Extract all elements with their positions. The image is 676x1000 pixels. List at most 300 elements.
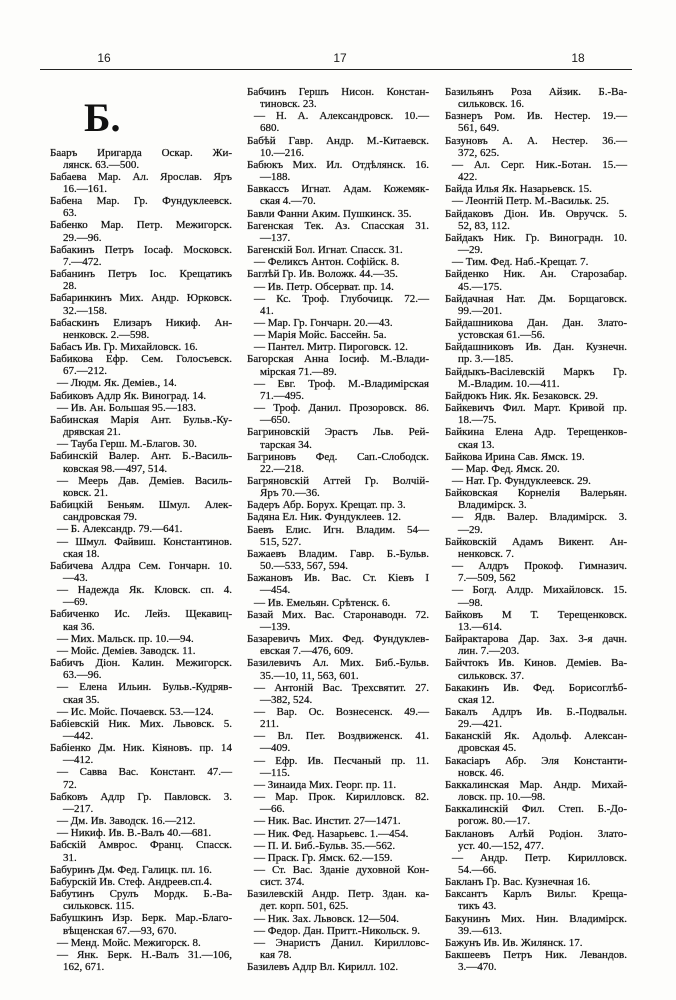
entry-line: 29.—96. [63,231,102,244]
entry-line: лин. 7.—203. [458,645,520,658]
directory-entry [50,536,232,560]
directory-entry [247,779,429,791]
directory-entry [50,742,232,766]
entry-line: сандровская 79. [63,511,138,524]
directory-entry [247,208,429,220]
directory-entry [50,244,232,268]
directory-entry [445,755,627,779]
entry-line: ловск. пр. 10.—98. [458,791,546,804]
entry-line: Бабанинъ Петръ Іос. Крещатикъ [50,268,232,281]
directory-entry [445,682,627,706]
entry-line: ковск. 21. [63,486,108,499]
entry-line: 32.—158. [63,304,107,317]
entry-line: ская 13. [458,438,495,451]
entry-line: — Тим. Фед. Наб.-Крещат. 7. [452,256,589,269]
directory-entry [445,208,627,232]
entry-line: 7.—509, 562 [458,572,516,585]
entry-line: — Шмул. Файвиш. Константинов. [57,535,232,548]
entry-line: —650. [260,414,291,427]
entry-line: 372, 625. [458,146,500,159]
entry-line: Багряновскій Аттей Гр. Волчій- [247,475,429,487]
directory-entry [50,718,232,742]
directory-entry [50,937,232,949]
directory-entry [50,499,232,523]
entry-line: —115. [260,766,290,779]
entry-line: 515, 527. [260,535,302,548]
directory-entry [50,584,232,608]
entry-line: Бабаринкинъ Мих. Андр. Юрковск. [50,292,232,305]
directory-entry [247,852,429,864]
directory-entry [247,475,429,499]
page-number-center: 17 [333,51,347,65]
directory-entry [50,377,232,389]
entry-line: — Ник. Вас. Инстит. 27—1471. [254,815,401,828]
entry-line: ская 12. [458,693,495,706]
page-number-right: 18 [571,51,585,65]
directory-entry [445,937,627,949]
entry-line: пр. 3.—185. [458,353,514,366]
entry-line: — Праск. Гр. Ямск. 62.—159. [254,851,393,864]
directory-entry [247,426,429,450]
directory-entry [50,292,232,316]
entry-line: Бабурскій Ив. Стеф. Андреев.сп.4. [50,875,212,888]
entry-line: 422. [458,171,478,184]
directory-entry [50,839,232,863]
entry-line: Багорская Анна Іосиф. М.-Влади- [247,353,429,366]
directory-entry [445,852,627,876]
entry-line: кая 36. [63,620,95,633]
entry-line: — Людм. Як. Деміев., 14. [57,377,177,390]
entry-line: 29.—421. [458,718,502,731]
entry-line: дет. корп. 501, 625. [260,900,349,913]
entry-line: Багриновъ Фед. Сап.-Слободск. [247,450,429,463]
directory-entry [50,888,232,912]
directory-entry [50,414,232,438]
entry-line: — Янк. Берк. Н.-Валъ 31.—106, [57,948,232,961]
entry-line: — Ник. Зах. Львовск. 12—504. [254,912,400,925]
entry-line: Бабковъ Адлр Гр. Павловск. 3. [50,790,232,803]
directory-entry [445,536,627,560]
entry-line: —409. [260,742,291,755]
directory-entry [445,706,627,730]
directory-entry [50,949,232,973]
directory-entry [247,451,429,475]
column-1 [50,147,232,974]
directory-entry [445,135,627,159]
entry-line: 41. [260,304,274,317]
entry-line: кая 78. [260,949,292,962]
entry-line: Бабаскинъ Елизаръ Никиф. Ан- [50,316,232,329]
entry-line: 39.—613. [458,924,502,937]
directory-entry [50,317,232,341]
directory-entry [50,523,232,535]
directory-entry [247,220,429,244]
entry-line: — Зинаида Мих. Георг. пр. 11. [254,778,397,791]
directory-entry [247,609,429,633]
directory-entry [445,317,627,341]
directory-entry [247,159,429,183]
entry-line: Бабутинъ Срулъ Мордк. Б.-Ва- [50,888,232,901]
entry-line: —139. [260,620,291,633]
directory-entry [50,645,232,657]
entry-line: — Меерь Дав. Деміев. Василь- [57,474,232,487]
directory-entry [50,766,232,790]
directory-entry [445,451,627,463]
entry-line: М.-Владим. 10.—411. [458,377,560,390]
directory-entry [445,609,627,633]
entry-line: — Богд. Алдр. Михайловск. 15. [452,584,627,597]
entry-line: Баккалинская Мар. Андр. Михай- [445,778,627,791]
entry-line: Байденко Ник. Ан. Старозабар. [445,268,627,281]
entry-line: Байдашникова Дан. Дан. Злато- [445,316,627,329]
entry-line: 45.—175. [458,280,502,293]
entry-line: Бабаева Мар. Ал. Ярослав. Яръ [50,170,232,183]
directory-entry [445,560,627,584]
entry-line: Бабикова Ефр. Сем. Голосъевск. [50,353,232,366]
entry-line: рогож. 80.—17. [458,815,531,828]
directory-entry [445,390,627,402]
entry-line: — Дм. Ив. Заводск. 16.—212. [57,815,196,828]
entry-line: —412. [63,754,94,767]
directory-entry [50,815,232,827]
entry-line: —98. [458,596,483,609]
directory-entry [50,402,232,414]
entry-line: — Вл. Пет. Воздвиженск. 41. [254,730,429,743]
entry-line: сильковск. 37. [458,669,525,682]
directory-entry [247,572,429,596]
entry-line: Байковскій Адамъ Викент. Ан- [445,535,627,548]
entry-line: Байкова Ирина Сав. Ямск. 19. [445,450,585,463]
entry-line: — П. И. Биб.-Бульв. 35.—562. [254,839,396,852]
entry-line: Бадеръ Абр. Борух. Крещат. пр. 3. [247,499,406,512]
entry-line: ненковск. 7. [458,547,515,560]
directory-entry [445,475,627,487]
entry-line: —188. [260,171,291,184]
directory-entry [247,815,429,827]
entry-line: —66. [260,803,285,816]
directory-entry [445,268,627,292]
directory-entry [247,511,429,523]
directory-entry [247,256,429,268]
directory-entry [247,925,429,937]
entry-line: —217. [63,802,94,815]
directory-entry [247,888,429,912]
directory-entry [247,499,429,511]
entry-line: Бакасіаръ Абр. Эля Константи- [445,754,627,767]
entry-line: Бабена Мар. Гр. Фундуклеевск. [50,195,232,208]
directory-entry [247,524,429,548]
entry-line: — Ис. Мойс. Почаевск. 53.—124. [57,705,214,718]
directory-entry [445,487,627,511]
entry-line: — Алдръ Прокоф. Гимназич. [452,560,627,573]
entry-line: сист. 374. [260,876,305,889]
entry-line: 35.—10, 11, 563, 601. [260,669,359,682]
entry-line: тарская 34. [260,438,312,451]
entry-line: Байкина Елена Адр. Терещенков- [445,426,627,439]
entry-line: Бабиковъ Адлр Як. Виноград. 14. [50,389,207,402]
directory-entry [50,450,232,474]
directory-entry [445,110,627,134]
directory-entry [445,402,627,426]
entry-line: — Ив. Петр. Обсерват. пр. 14. [254,280,394,293]
directory-entry [247,110,429,134]
entry-line: —454. [260,584,291,597]
directory-entry [445,426,627,450]
entry-line: Бабичъ Діон. Калин. Межигорск. [50,657,232,670]
directory-entry [50,560,232,584]
entry-line: Владимірск. 3. [458,499,527,512]
directory-entry [247,317,429,329]
entry-line: 7.—472. [63,255,102,268]
entry-line: ская 35. [63,693,100,706]
entry-line: Бабіенко Дм. Ник. Кіяновъ. пр. 14 [50,742,232,755]
entry-line: — Кс. Троф. Глубочицк. 72.— [254,292,429,305]
entry-line: ская 18. [63,547,100,560]
entry-line: Бабенко Мар. Петр. Межигорск. [50,219,232,232]
entry-line: новск. 46. [458,766,504,779]
directory-entry [247,293,429,317]
directory-entry [50,147,232,171]
entry-line: — Энаристъ Данил. Кирилловс- [254,936,429,949]
section-letter: Б. [84,95,121,140]
directory-entry [50,268,232,292]
entry-line: — Мих. Мальск. пр. 10.—94. [57,632,194,645]
entry-line: Бабакинъ Петръ Іосаф. Московск. [50,243,232,256]
entry-line: Байдыкъ-Васілевскій Маркъ Гр. [445,365,627,378]
entry-line: Бавли Фанни Аким. Пушкинск. 35. [247,207,412,220]
directory-entry [50,791,232,815]
directory-entry [247,86,429,110]
entry-line: дровская 45. [458,742,517,755]
entry-line: Базилевичъ Ал. Мих. Биб.-Бульв. [247,657,429,670]
entry-line: Базильянъ Роза Айзик. Б.-Ва- [445,86,627,98]
entry-line: 22.—218. [260,462,304,475]
entry-line: Байковская Корнелія Валерьян. [445,487,627,500]
entry-line: сильковск. 16. [458,98,525,111]
directory-entry [50,353,232,377]
entry-line: Байкевичъ Фил. Март. Кривой пр. [445,402,627,415]
entry-line: — Феликсъ Антон. Софійск. 8. [254,256,400,269]
directory-entry [247,329,429,341]
column-3 [445,86,627,973]
entry-line: — Марія Мойс. Бассейн. 5а. [254,329,387,342]
entry-line: — Антоній Вас. Трехсвятит. 27. [254,681,429,694]
entry-line: — Мар. Гр. Гончарн. 20.—43. [254,316,393,329]
directory-entry [247,402,429,426]
entry-line: 52, 83, 112. [458,219,510,232]
entry-line: —382, 524. [260,693,313,706]
entry-line: — Ядв. Валер. Владимірск. 3. [452,511,627,524]
entry-line: — Ив. Емельян. Срѣтенск. 6. [254,596,391,609]
directory-entry [247,183,429,207]
directory-entry [247,341,429,353]
directory-entry [50,390,232,402]
entry-line: 71.—495. [260,389,304,402]
entry-line: — Мойс. Деміев. Заводск. 11. [57,644,196,657]
entry-line: сильковск. 115. [63,900,135,913]
entry-line: — Евг. Троф. М.-Владимірская [254,377,429,390]
entry-line: Бакланъ Гр. Вас. Кузнечная 16. [445,876,591,889]
entry-line: ская 4.—70. [260,195,316,208]
directory-entry [445,828,627,852]
entry-line: ковская 98.—497, 514. [63,462,168,475]
directory-entry [50,876,232,888]
entry-line: — Н. А. Александровск. 10.— [254,110,429,123]
entry-line: — Троф. Данил. Прозоровск. 86. [254,402,429,415]
entry-line: 680. [260,122,280,135]
entry-line: —442. [63,730,94,742]
entry-line: лянск. 63.—500. [63,158,140,171]
directory-entry [247,135,429,159]
entry-line: Баевъ Елис. Игн. Владим. 54— [247,523,429,536]
directory-entry [445,195,627,207]
entry-line: Багенскій Бол. Игнат. Спасск. 31. [247,244,403,257]
entry-line: Бабинская Марія Ант. Бульв.-Ку- [50,413,232,426]
directory-entry [445,949,627,973]
directory-entry [50,864,232,876]
directory-entry [445,876,627,888]
entry-line: — Федор. Дан. Притт.-Никольск. 9. [254,924,421,937]
directory-entry [247,840,429,852]
directory-entry [247,961,429,973]
entry-line: Багенская Тек. Аз. Спасская 31. [247,219,429,232]
directory-entry [445,779,627,803]
directory-entry [445,657,627,681]
entry-line: Бабскій Амврос. Франц. Спасск. [50,839,232,852]
directory-entry [50,681,232,705]
directory-entry [50,827,232,839]
directory-entry [247,353,429,377]
directory-entry [50,341,232,353]
directory-entry [445,463,627,475]
entry-line: Байковъ М Т. Терещенковск. [445,608,627,621]
entry-line: 18.—75. [458,414,497,427]
directory-entry [50,657,232,681]
entry-line: Байда Илья Як. Назарьевск. 15. [445,183,592,196]
entry-line: Бабчинъ Гершъ Нисон. Констан- [247,86,429,98]
entry-line: Бабицкій Беньям. Шмул. Алек- [50,499,232,512]
entry-line: — Мар. Фед. Ямск. 20. [452,462,560,475]
directory-entry [247,828,429,840]
entry-line: —69. [63,596,88,609]
entry-line: 13.—614. [458,620,502,633]
entry-line: — Андр. Петр. Кирилловск. [452,851,627,864]
column-2 [247,86,429,973]
directory-entry [445,803,627,827]
directory-entry [247,548,429,572]
entry-line: евская 7.—476, 609. [260,645,354,658]
entry-line: Базнеръ Ром. Ив. Нестер. 19.— [445,110,627,123]
entry-line: Байдаковъ Діон. Ив. Овручск. 5. [445,207,627,220]
entry-line: Бааръ Иригарда Оскар. Жи- [50,146,232,159]
entry-line: —29. [458,244,483,257]
entry-line: 54.—66. [458,864,497,876]
entry-line: 10.—216. [260,146,304,159]
directory-entry [445,511,627,535]
entry-line: Бакшеевъ Петръ Ник. Левандов. [445,949,627,962]
directory-entry [247,244,429,256]
directory-entry [247,937,429,961]
directory-entry [50,195,232,219]
entry-line: устовская 61.—56. [458,329,545,342]
entry-line: — Надежда Як. Кловск. сп. 4. [57,584,232,597]
entry-line: — Ст. Вас. Зданіе духовной Кон- [254,864,429,876]
entry-line: — Никиф. Ив. В.-Валъ 40.—681. [57,827,212,840]
entry-line: — Нат. Гр. Фундуклеевск. 29. [452,475,591,487]
entry-line: — Пантел. Митр. Пироговск. 12. [254,341,408,354]
entry-line: Багриновскій Эрастъ Льв. Рей- [247,426,429,439]
entry-line: Базилевъ Адлр Вл. Кирилл. 102. [247,961,399,974]
entry-line: Базуновъ А. А. Нестер. 36.— [445,134,627,147]
entry-line: — Ив. Ан. Большая 95.—183. [57,401,197,414]
directory-entry [50,219,232,243]
entry-line: 162, 671. [63,960,105,973]
directory-entry [50,171,232,195]
entry-line: Бабушкинъ Изр. Берк. Мар.-Благо- [50,912,232,925]
entry-line: Бавкассъ Игнат. Адам. Кожемяк- [247,183,429,196]
entry-line: Бабиченко Ис. Лейз. Щекавиц- [50,608,232,621]
entry-line: 561, 649. [458,122,500,135]
entry-line: Бакунинъ Мих. Нин. Владимірск. [445,912,627,925]
directory-entry [445,232,627,256]
entry-line: Яръ 70.—36. [260,487,320,500]
entry-line: Бажановъ Ив. Вас. Ст. Кіевъ I [247,572,429,585]
directory-entry [247,281,429,293]
entry-line: Базай Мих. Вас. Старонаводн. 72. [247,608,429,621]
entry-line: Бабасъ Ив. Гр. Михайловск. 16. [50,341,198,353]
directory-entry [247,730,429,754]
entry-line: 31. [63,851,77,864]
entry-line: Баккалинскій Фил. Степ. Б.-До- [445,803,627,816]
entry-line: ненковск. 2.—598. [63,328,150,341]
entry-line: Бадяна Ел. Ник. Фундуклеев. 12. [247,511,401,524]
entry-line: Баклановъ Алѣй Родіон. Злато- [445,827,627,840]
entry-line: Бажунъ Ив. Ив. Жилянск. 17. [445,936,583,949]
entry-line: 63.—96. [63,669,102,682]
entry-line: — Елена Ильин. Бульв.-Кудряв- [57,681,232,694]
entry-line: тикъ 43. [458,900,497,913]
entry-line: Байчтокъ Ив. Кинов. Деміев. Ва- [445,657,627,670]
directory-entry [445,159,627,183]
entry-line: — Тауба Герш. М.-Благов. 30. [57,438,197,451]
directory-entry [445,888,627,912]
directory-entry [50,912,232,936]
entry-line: — Ник. Фед. Назарьевс. 1.—454. [254,827,409,840]
entry-line: — Менд. Мойс. Межигорск. 8. [57,936,201,949]
entry-line: Бабинскій Валер. Ант. Б.-Василь- [50,450,232,463]
entry-line: Бабуринъ Дм. Фед. Галицк. пл. 16. [50,863,212,876]
directory-entry [445,730,627,754]
entry-line: — Савва Вас. Констант. 47.— [57,766,232,779]
directory-entry [50,633,232,645]
directory-entry [445,86,627,110]
directory-entry [247,791,429,815]
directory-entry [247,913,429,925]
entry-line: 28. [63,280,77,293]
directory-entry [247,378,429,402]
entry-line: Байдюкъ Ник. Як. Безаковск. 29. [445,389,598,402]
entry-line: Байрактарова Дар. Зах. 3-я дачн. [445,633,627,646]
directory-entry [445,293,627,317]
directory-entry [247,633,429,657]
page-number-left: 16 [97,51,111,65]
entry-line: 72. [63,778,77,791]
directory-entry [445,913,627,937]
entry-line: 99.—201. [458,304,502,317]
entry-line: Байдашниковъ Ив. Дан. Кузнечн. [445,341,627,354]
entry-line: —43. [63,571,88,584]
entry-line: — Леонтій Петр. М.-Васильк. 25. [452,195,609,208]
